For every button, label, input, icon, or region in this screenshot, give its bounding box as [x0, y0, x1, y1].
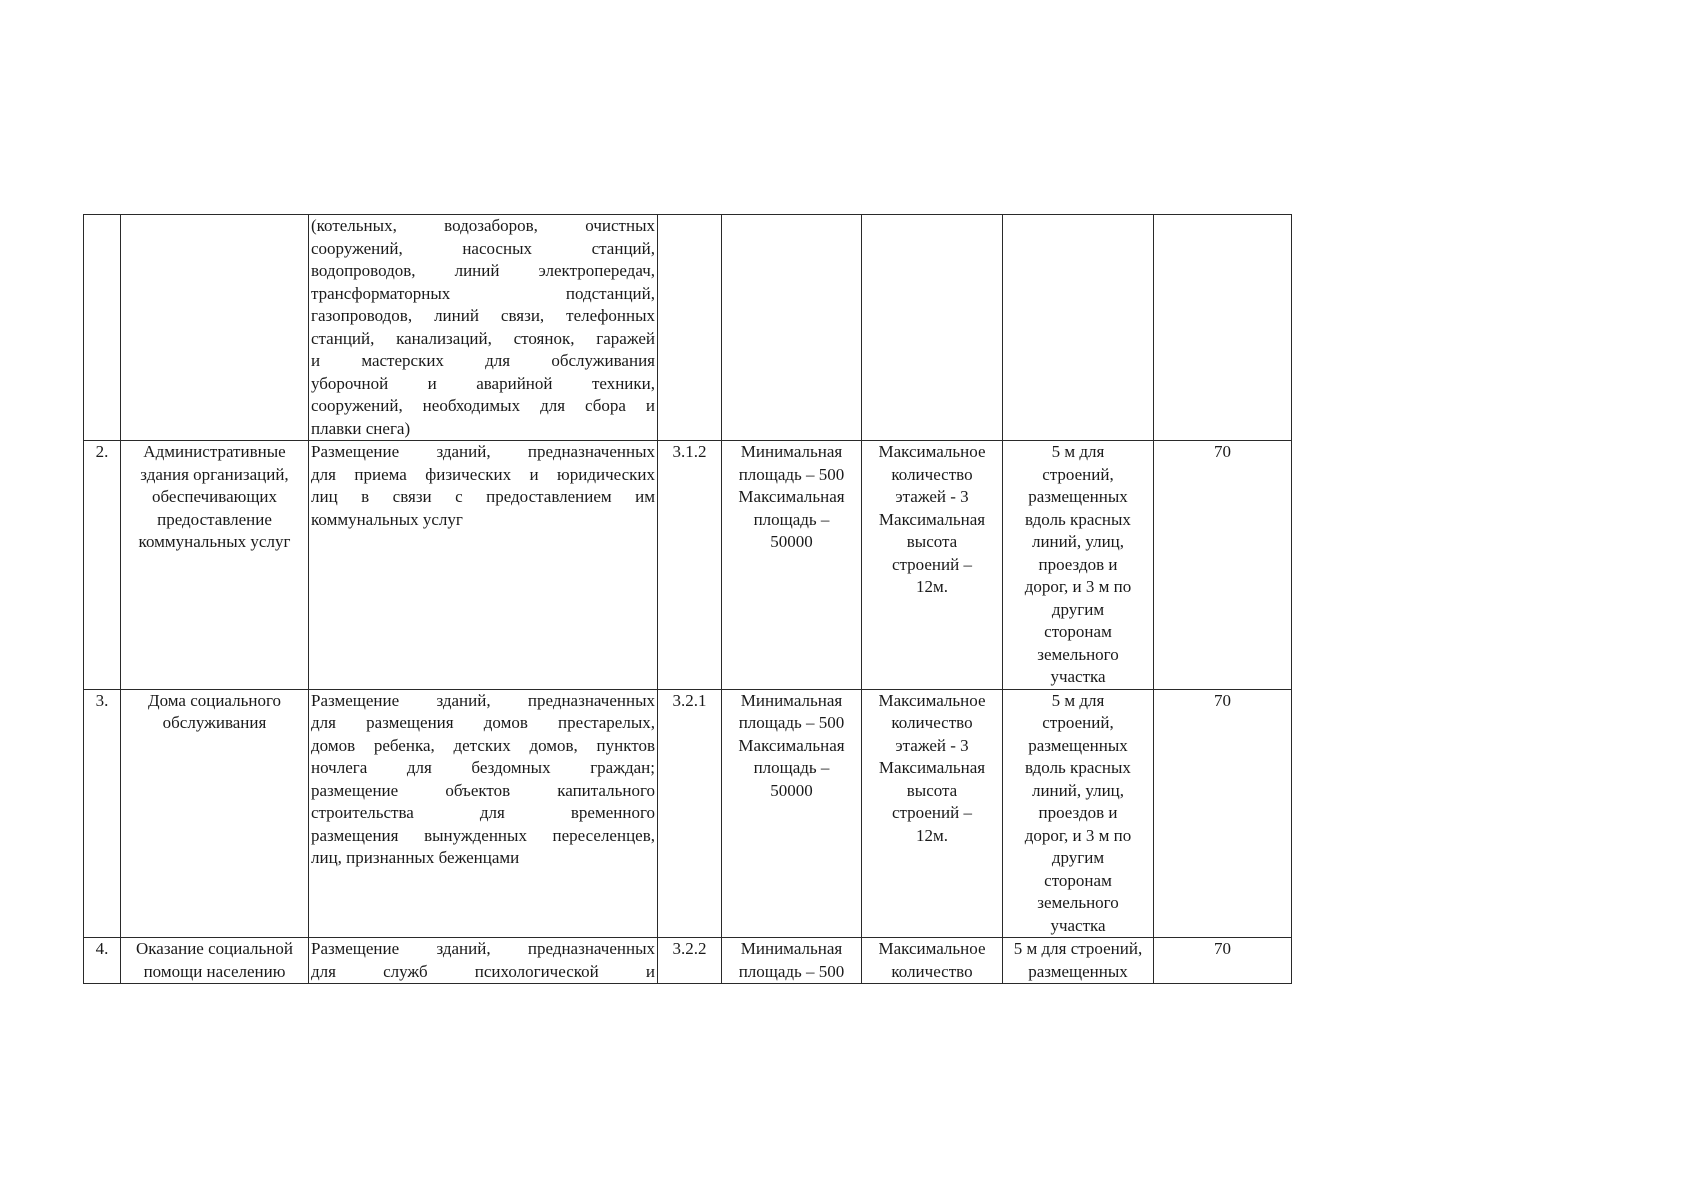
cell-line: Оказание социальной [136, 939, 293, 958]
cell-line: линий, улиц, [1031, 532, 1125, 551]
cell-line: обслуживания [162, 713, 267, 732]
cell-line: 5 м для [1051, 442, 1105, 461]
cell-line: Максимальная [738, 735, 845, 755]
cell-line: земельного [1037, 644, 1119, 664]
row-number-cell [84, 938, 121, 984]
cell-line: этажей - 3 [895, 487, 969, 506]
use-description-cell [309, 441, 658, 690]
classifier-code-cell [658, 441, 722, 690]
cell-line: вдоль красных [1025, 509, 1131, 529]
build-percent-cell [1154, 441, 1292, 690]
cell-line: линий, улиц, [1031, 780, 1125, 800]
cell-line: строительства для временного [311, 803, 655, 822]
cell-line: здания организаций, [140, 464, 289, 484]
cell-line: высота [906, 532, 958, 551]
cell-line: Минимальная [740, 442, 843, 461]
setback-cell [1003, 441, 1154, 690]
cell-line: площадь – [753, 509, 830, 529]
table-row-4 [84, 938, 1292, 984]
cell-line: Максимальная [878, 758, 986, 777]
cell-line: Административные [143, 442, 286, 461]
cell-line: 12м. [915, 825, 948, 845]
cell-line: другим [1051, 848, 1105, 867]
plot-area-cell [722, 215, 862, 441]
cell-line: 3.1.2 [672, 442, 707, 461]
cell-line: коммунальных услуг [138, 532, 291, 551]
cell-line: сооружений, насосных станций, [311, 238, 655, 258]
cell-line: для размещения домов престарелых, [311, 713, 655, 732]
cell-line: сооружений, необходимых для сбора и [311, 396, 655, 415]
cell-line: строений, [1042, 464, 1114, 484]
cell-line: участка [1050, 667, 1106, 686]
cell-line: Размещение зданий, предназначенных [311, 690, 655, 710]
cell-line: коммунальных услуг [311, 509, 463, 529]
cell-line: домов ребенка, детских домов, пунктов [311, 735, 655, 755]
use-description-cell [309, 938, 658, 984]
cell-line: и мастерских для обслуживания [311, 351, 655, 370]
cell-line: плавки снега) [311, 418, 411, 438]
plot-area-cell [722, 938, 862, 984]
table-row-3 [84, 689, 1292, 938]
cell-line: 5 м для строений, [1013, 939, 1143, 958]
cell-line: площадь – 500 [738, 713, 845, 732]
setback-cell [1003, 938, 1154, 984]
cell-line: земельного [1037, 893, 1119, 912]
cell-line: для служб психологической и [311, 961, 655, 981]
cell-line: 4. [95, 939, 109, 958]
build-percent-cell [1154, 215, 1292, 441]
cell-line: Максимальное [878, 690, 986, 710]
cell-line: Максимальное [878, 939, 986, 958]
classifier-code-cell [658, 938, 722, 984]
row-number-cell [84, 441, 121, 690]
table-body [84, 215, 1292, 984]
cell-line: Размещение зданий, предназначенных [311, 442, 655, 461]
cell-line: лиц, признанных беженцами [311, 848, 520, 867]
cell-line: проездов и [1038, 554, 1118, 574]
cell-line: лиц в связи с предоставлением им [311, 487, 655, 506]
classifier-code-cell [658, 689, 722, 938]
cell-line: станций, канализаций, стоянок, гаражей [311, 328, 655, 348]
cell-line: уборочной и аварийной техники, [311, 373, 655, 393]
cell-line: 3.2.2 [672, 939, 707, 958]
row-number-cell [84, 215, 121, 441]
cell-line: площадь – 500 [738, 464, 845, 484]
cell-line: 50000 [770, 532, 813, 551]
classifier-code-cell [658, 215, 722, 441]
build-percent-cell [1154, 689, 1292, 938]
plot-area-cell [722, 441, 862, 690]
cell-line: количество [891, 464, 973, 484]
cell-line: 3.2.1 [672, 690, 707, 710]
use-name-cell [121, 938, 309, 984]
use-name-cell [121, 689, 309, 938]
cell-line: размещения вынужденных переселенцев, [311, 825, 655, 845]
cell-line: сторонам [1044, 870, 1112, 890]
cell-line: ночлега для бездомных граждан; [311, 758, 655, 777]
cell-line: 2. [95, 442, 109, 461]
cell-line: площадь – 500 [738, 961, 845, 981]
cell-line: для приема физических и юридических [311, 464, 655, 484]
cell-line: этажей - 3 [895, 735, 969, 755]
cell-line: Минимальная [740, 939, 843, 958]
cell-line: вдоль красных [1025, 758, 1131, 777]
cell-line: размещенных [1028, 735, 1128, 755]
cell-line: Размещение зданий, предназначенных [311, 939, 655, 958]
cell-line: размещение объектов капитального [311, 780, 655, 800]
cell-line: обеспечивающих [151, 487, 278, 506]
cell-line: трансформаторных подстанций, [311, 283, 655, 303]
cell-line: строений – [892, 803, 972, 822]
setback-cell [1003, 689, 1154, 938]
cell-line: 3. [95, 690, 109, 710]
cell-line: строений, [1042, 713, 1114, 732]
table-row-continuation [84, 215, 1292, 441]
cell-line: 50000 [770, 780, 813, 800]
row-number-cell [84, 689, 121, 938]
cell-line: 70 [1214, 690, 1231, 710]
cell-line: 70 [1214, 939, 1231, 958]
cell-line: участка [1050, 915, 1106, 935]
cell-line: площадь – [753, 758, 830, 777]
cell-line: (котельных, водозаборов, очистных [311, 216, 655, 235]
use-description-cell [309, 689, 658, 938]
cell-line: высота [906, 780, 958, 800]
cell-line: сторонам [1044, 622, 1112, 641]
cell-line: строений – [892, 554, 972, 574]
land-use-regulations-table [83, 214, 1292, 984]
cell-line: Минимальная [740, 690, 843, 710]
cell-line: 12м. [915, 577, 948, 596]
cell-line: Дома социального [147, 690, 282, 710]
cell-line: количество [891, 961, 973, 981]
floors-height-cell [862, 441, 1003, 690]
cell-line: размещенных [1028, 961, 1128, 981]
cell-line: дорог, и 3 м по [1024, 577, 1132, 596]
cell-line: Максимальная [738, 487, 845, 506]
use-description-cell [309, 215, 658, 441]
cell-line: дорог, и 3 м по [1024, 825, 1132, 845]
cell-line: предоставление [157, 509, 272, 529]
plot-area-cell [722, 689, 862, 938]
cell-line: водопроводов, линий электропередач, [311, 261, 655, 280]
cell-line: размещенных [1028, 487, 1128, 506]
floors-height-cell [862, 689, 1003, 938]
cell-line: проездов и [1038, 803, 1118, 822]
use-name-cell [121, 441, 309, 690]
cell-line: Максимальное [878, 442, 986, 461]
cell-line: помощи населению [143, 961, 286, 981]
setback-cell [1003, 215, 1154, 441]
cell-line: количество [891, 713, 973, 732]
cell-line: 70 [1214, 442, 1231, 461]
build-percent-cell [1154, 938, 1292, 984]
floors-height-cell [862, 215, 1003, 441]
use-name-cell [121, 215, 309, 441]
cell-line: 5 м для [1051, 690, 1105, 710]
cell-line: газопроводов, линий связи, телефонных [311, 306, 655, 325]
cell-line: другим [1051, 599, 1105, 619]
floors-height-cell [862, 938, 1003, 984]
table-row-2 [84, 441, 1292, 690]
cell-line: Максимальная [878, 509, 986, 529]
